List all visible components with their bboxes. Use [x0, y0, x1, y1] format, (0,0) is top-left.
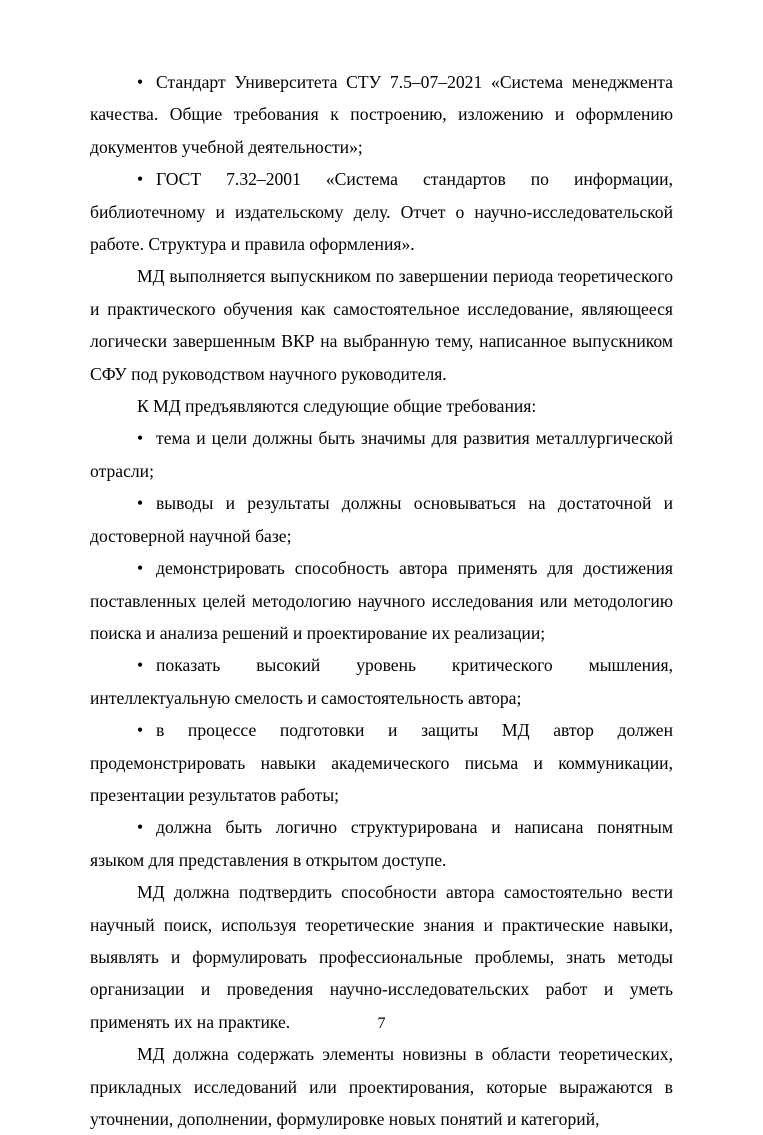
bullet-icon: •: [137, 169, 144, 190]
paragraph: МД должна подтвердить способности автора самостоятельно вести научный поиск, используя теоретические знания и практические навыки, выявлять и формулировать профессиональные проблемы, знать методы организации и проведения научно-исследовательских работ и уметь применять их на практике.: [90, 882, 673, 1032]
bullet-icon: •: [137, 428, 144, 449]
bullet-item: [90, 552, 673, 649]
bullet-icon: •: [137, 720, 144, 741]
bullet-icon: •: [137, 655, 144, 676]
paragraph: МД должна содержать элементы новизны в области теоретических, прикладных исследований или проектирования, которые выражаются в уточнении, дополнении, формулировке новых понятий и категорий,: [90, 1044, 673, 1129]
paragraph: МД выполняется выпускником по завершении периода теоретического и практического обучения как самостоятельное исследование, являющееся логически завершенным ВКР на выбранную тему, написанное выпускником СФУ под руководством научного руководителя.: [90, 266, 673, 384]
bullet-icon: •: [137, 817, 144, 838]
bullet-icon: •: [137, 72, 144, 92]
bullet-text: демонстрировать способность автора применять для достижения поставленных целей методологию научного исследования или методологию поиска и анализа решений и проектирование их реализации;: [90, 558, 673, 643]
bullet-item: [90, 811, 673, 876]
page-number: 7: [377, 1015, 386, 1032]
bullet-item: [90, 649, 673, 714]
bullet-text: ГОСТ 7.32–2001 «Система стандартов по информации, библиотечному и издательскому делу. Отчет о научно-исследовательской работе. Структура и правила оформления».: [90, 169, 673, 255]
bullet-item: [90, 714, 673, 811]
bullet-text: выводы и результаты должны основываться на достаточной и достоверной научной базе;: [90, 493, 673, 546]
bullet-text: в процессе подготовки и защиты МД автор должен продемонстрировать навыки академического письма и коммуникации, презентации результатов работы;: [90, 720, 673, 805]
paragraph: К МД предъявляются следующие общие требования:: [137, 396, 537, 417]
bullet-item: [90, 66, 673, 163]
bullet-item: [90, 422, 673, 487]
bullet-text: тема и цели должны быть значимы для развития металлургической отрасли;: [90, 428, 673, 481]
bullet-icon: •: [137, 493, 144, 514]
bullet-icon: •: [137, 558, 144, 579]
bullet-item: [90, 487, 673, 552]
bullet-text: Стандарт Университета СТУ 7.5–07–2021 «Система менеджмента качества. Общие требования к построению, изложению и оформлению документов учебной деятельности»;: [90, 72, 673, 157]
bullet-text: должна быть логично структурирована и написана понятным языком для представления в открытом доступе.: [90, 817, 673, 870]
bullet-item: [90, 163, 673, 260]
bullet-text: показать высокий уровень критического мышления, интеллектуальную смелость и самостоятельность автора;: [90, 655, 673, 708]
document-body: [90, 66, 673, 1135]
